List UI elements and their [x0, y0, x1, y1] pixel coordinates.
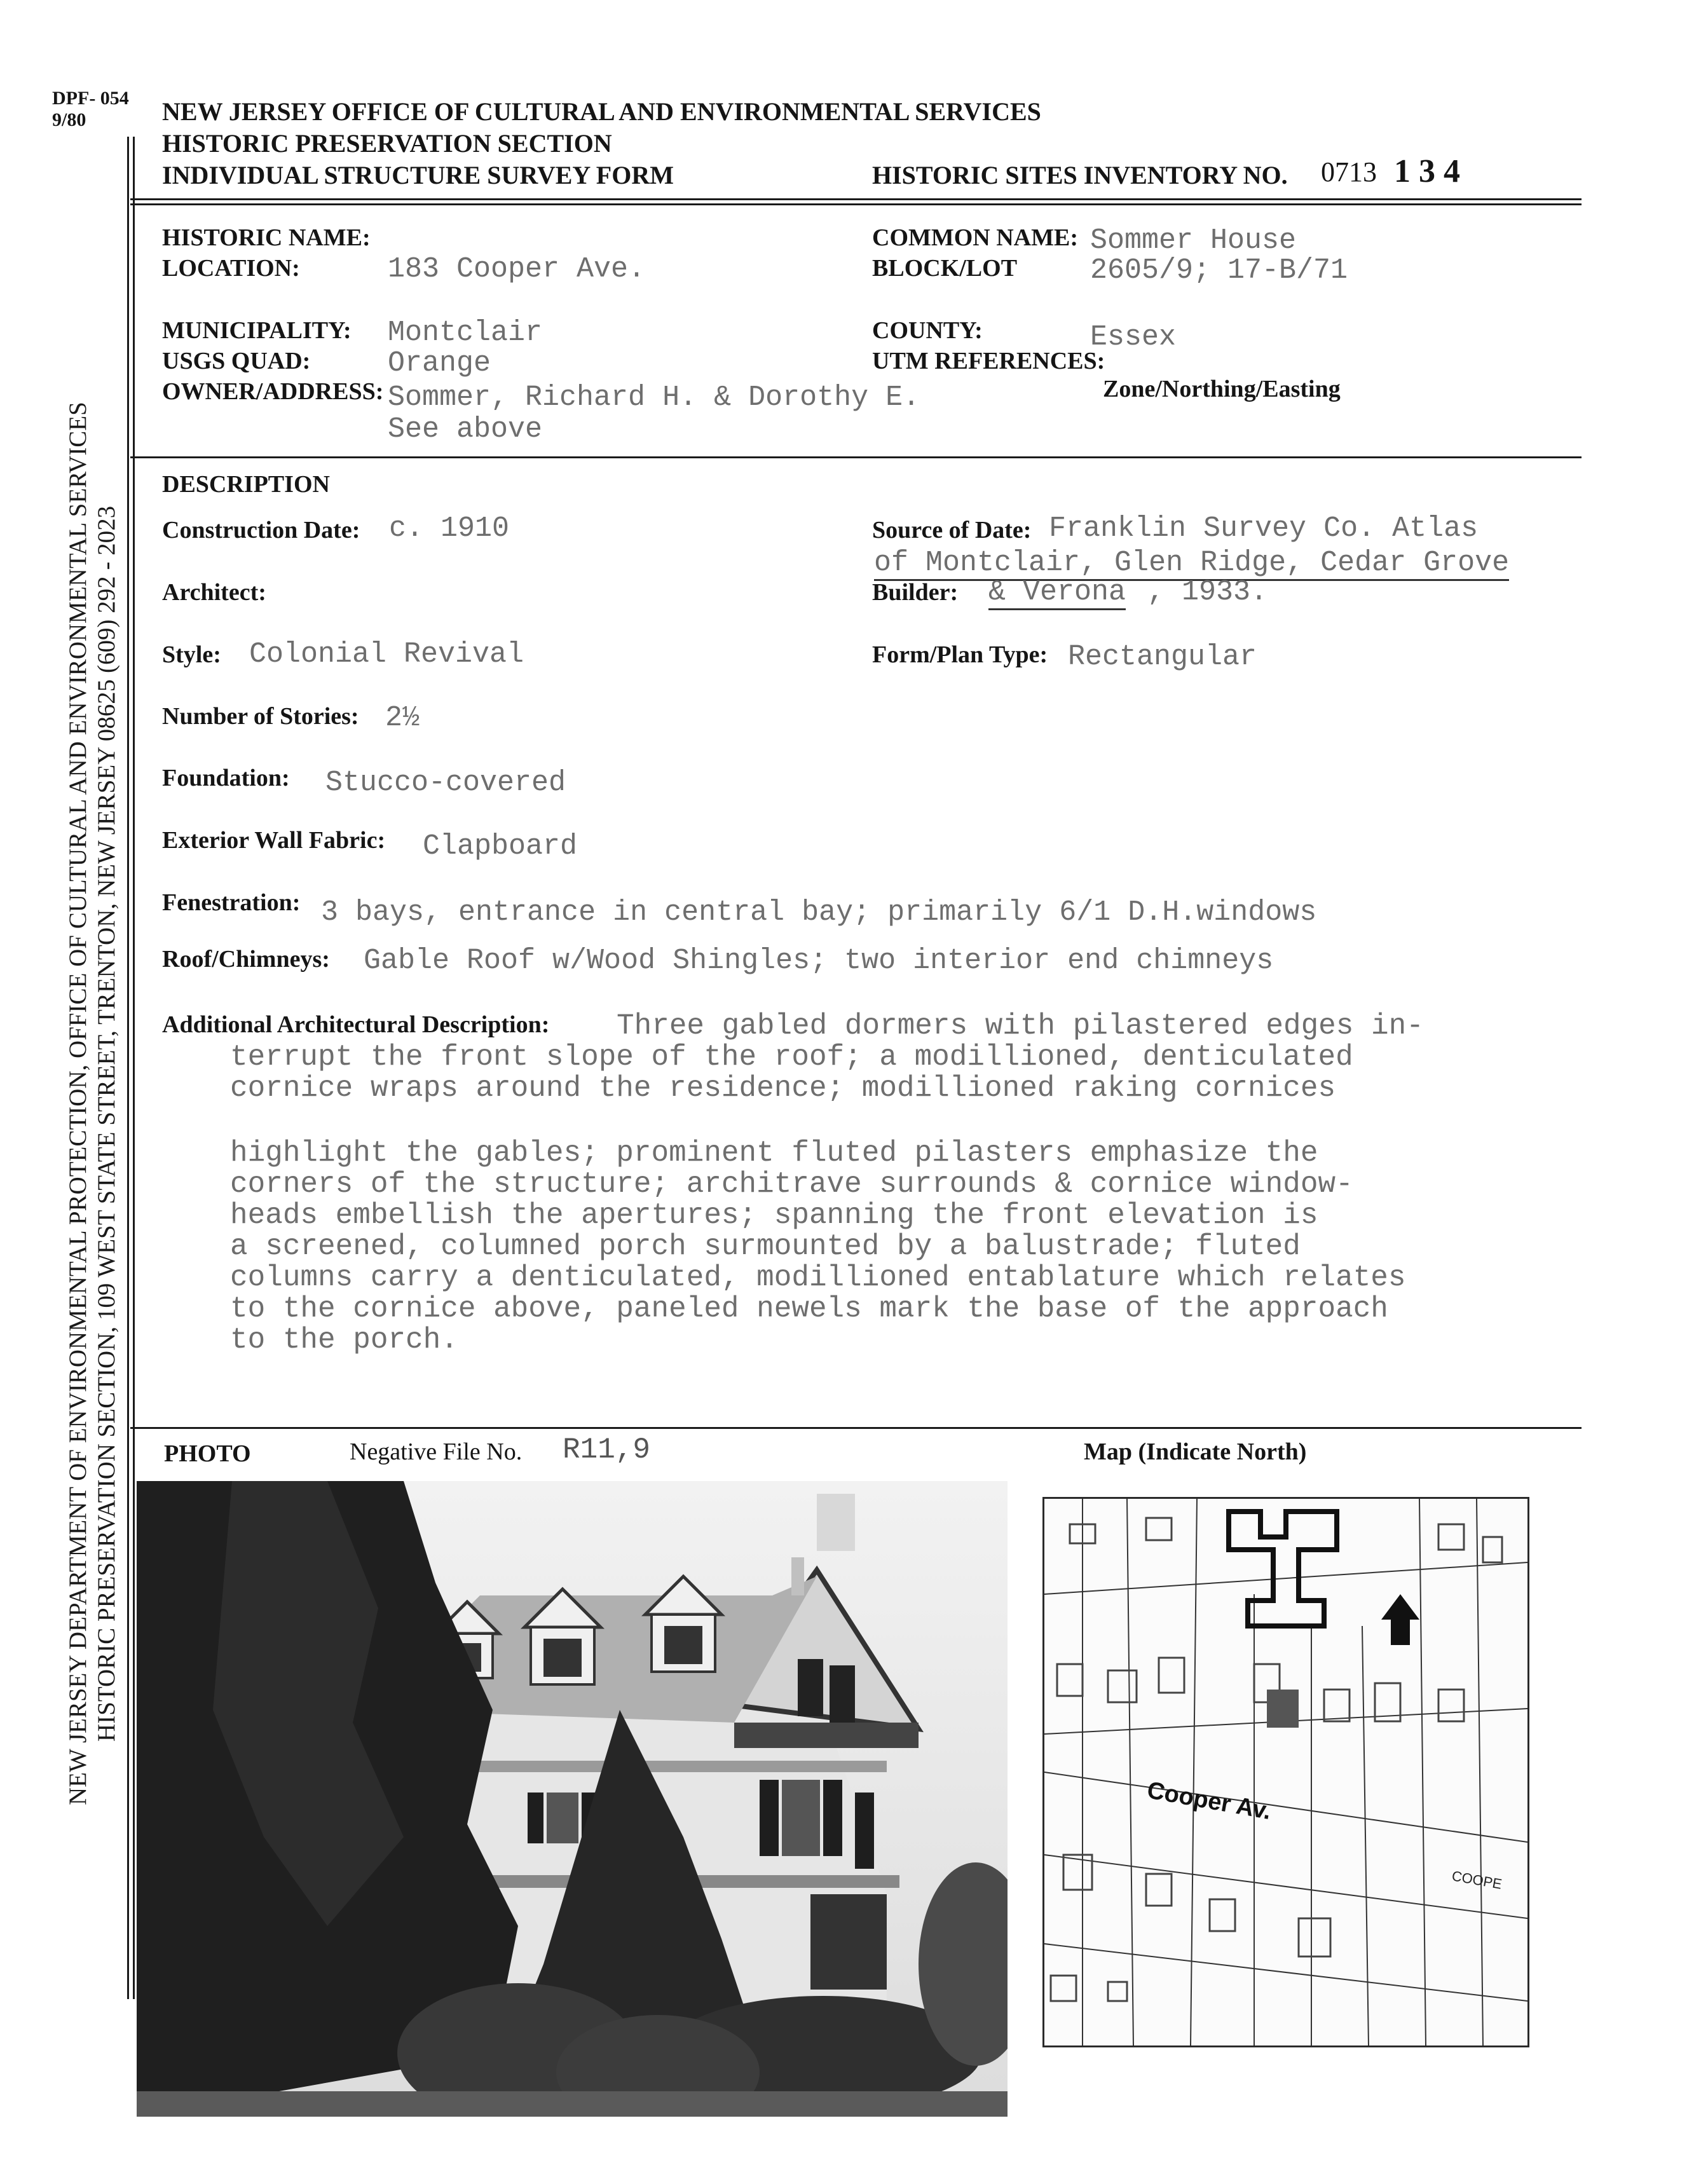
divider — [130, 198, 1582, 200]
location-map — [1042, 1497, 1529, 2047]
construction-date-label: Construction Date: — [162, 517, 360, 543]
municipality-label: MUNICIPALITY: — [162, 317, 352, 344]
usgs-quad-value: Orange — [388, 347, 491, 379]
style-value: Colonial Revival — [249, 638, 524, 671]
source-of-date-line1: Franklin Survey Co. Atlas — [1049, 512, 1479, 545]
form-date-code: 9/80 — [52, 109, 86, 130]
foundation-value: Stucco-covered — [325, 767, 566, 799]
divider — [130, 203, 1582, 205]
utm-label: UTM REFERENCES: — [872, 348, 1105, 374]
block-lot-value: 2605/9; 17-B/71 — [1090, 254, 1348, 287]
photo-label: PHOTO — [164, 1440, 251, 1467]
county-label: COUNTY: — [872, 317, 983, 344]
form-code-number: DPF- 054 — [52, 88, 129, 109]
location-value: 183 Cooper Ave. — [388, 253, 646, 285]
roof-value: Gable Roof w/Wood Shingles; two interior end chimneys — [364, 945, 1274, 977]
location-label: LOCATION: — [162, 255, 300, 282]
form-plan-value: Rectangular — [1068, 641, 1257, 673]
additional-description-line: highlight the gables; prominent fluted pilasters emphasize the — [230, 1137, 1318, 1170]
additional-description-line: a screened, columned porch surmounted by a balustrade; fluted — [230, 1230, 1301, 1263]
left-border-rule-inner — [133, 137, 135, 1999]
inventory-suffix: 1 3 4 — [1394, 153, 1460, 189]
foundation-label: Foundation: — [162, 765, 290, 791]
utm-subheading: Zone/Northing/Easting — [1103, 376, 1341, 402]
architect-label: Architect: — [162, 579, 266, 606]
additional-description-label: Additional Architectural Description: — [162, 1011, 550, 1038]
additional-description-line: Three gabled dormers with pilastered edges in- — [617, 1009, 1424, 1042]
divider — [130, 456, 1582, 458]
map-street-label-2: COOPE — [1451, 1868, 1503, 1892]
fenestration-label: Fenestration: — [162, 889, 301, 916]
location-map-drawing — [1044, 1499, 1527, 2045]
wall-fabric-label: Exterior Wall Fabric: — [162, 827, 386, 854]
source-of-date-line3: & Verona — [988, 576, 1126, 610]
additional-description-line: cornice wraps around the residence; modillioned raking cornices — [230, 1072, 1336, 1105]
wall-fabric-value: Clapboard — [423, 830, 578, 863]
builder-label: Builder: — [872, 579, 959, 606]
source-of-date-line3-tail: , 1933. — [1147, 576, 1268, 608]
style-label: Style: — [162, 641, 221, 668]
municipality-value: Montclair — [388, 317, 543, 349]
additional-description-line: corners of the structure; architrave surrounds & cornice window- — [230, 1168, 1353, 1201]
source-of-date-label: Source of Date: — [872, 517, 1032, 543]
historic-name-label: HISTORIC NAME: — [162, 224, 371, 251]
additional-description-line: terrupt the front slope of the roof; a modillioned, denticulated — [230, 1041, 1353, 1074]
left-border-rule — [127, 137, 129, 1999]
common-name-value: Sommer House — [1090, 224, 1297, 257]
form-plan-label: Form/Plan Type: — [872, 641, 1048, 668]
sidebar-address-line: HISTORIC PRESERVATION SECTION, 109 WEST STATE STREET, TRENTON, NEW JERSEY 08625 (609) 292 - 2023 — [93, 505, 120, 1742]
source-of-date-line2: of Montclair, Glen Ridge, Cedar Grove — [874, 547, 1509, 581]
roof-label: Roof/Chimneys: — [162, 946, 330, 973]
additional-description-line: to the porch. — [230, 1323, 458, 1356]
fenestration-value: 3 bays, entrance in central bay; primarily 6/1 D.H.windows — [321, 896, 1317, 929]
owner-address-value: See above — [388, 413, 543, 446]
map-label: Map (Indicate North) — [1084, 1438, 1307, 1465]
stories-value: 2½ — [385, 702, 420, 734]
owner-label: OWNER/ADDRESS: — [162, 378, 384, 405]
additional-description-line: columns carry a denticulated, modillioned entablature which relates — [230, 1261, 1406, 1294]
negative-file-label: Negative File No. — [350, 1438, 523, 1465]
stories-label: Number of Stories: — [162, 703, 359, 730]
usgs-quad-label: USGS QUAD: — [162, 348, 311, 374]
office-title: NEW JERSEY OFFICE OF CULTURAL AND ENVIRONMENTAL SERVICES — [162, 97, 1041, 126]
sidebar-agency-line: NEW JERSEY DEPARTMENT OF ENVIRONMENTAL PROTECTION, OFFICE OF CULTURAL AND ENVIRONMENTAL SERVICES — [64, 402, 92, 1805]
block-lot-label: BLOCK/LOT — [872, 255, 1018, 282]
description-heading: DESCRIPTION — [162, 471, 330, 498]
additional-description-line: to the cornice above, paneled newels mark the base of the approach — [230, 1292, 1388, 1325]
county-value: Essex — [1090, 321, 1177, 353]
inventory-prefix: 0713 — [1321, 156, 1377, 188]
form-title: INDIVIDUAL STRUCTURE SURVEY FORM — [162, 161, 674, 189]
negative-file-number: R11,9 — [563, 1433, 651, 1466]
section-title: HISTORIC PRESERVATION SECTION — [162, 129, 612, 158]
house-photo-illustration — [137, 1481, 1008, 2117]
form-code — [52, 88, 129, 131]
map-street-label: Cooper Av. — [1145, 1777, 1273, 1826]
additional-description-line: heads embellish the apertures; spanning the front elevation is — [230, 1199, 1318, 1232]
construction-date-value: c. 1910 — [389, 512, 510, 545]
divider — [130, 1427, 1582, 1429]
house-photo — [137, 1481, 1008, 2117]
inventory-label: HISTORIC SITES INVENTORY NO. — [872, 161, 1288, 189]
common-name-label: COMMON NAME: — [872, 224, 1078, 251]
owner-value: Sommer, Richard H. & Dorothy E. — [388, 381, 920, 414]
